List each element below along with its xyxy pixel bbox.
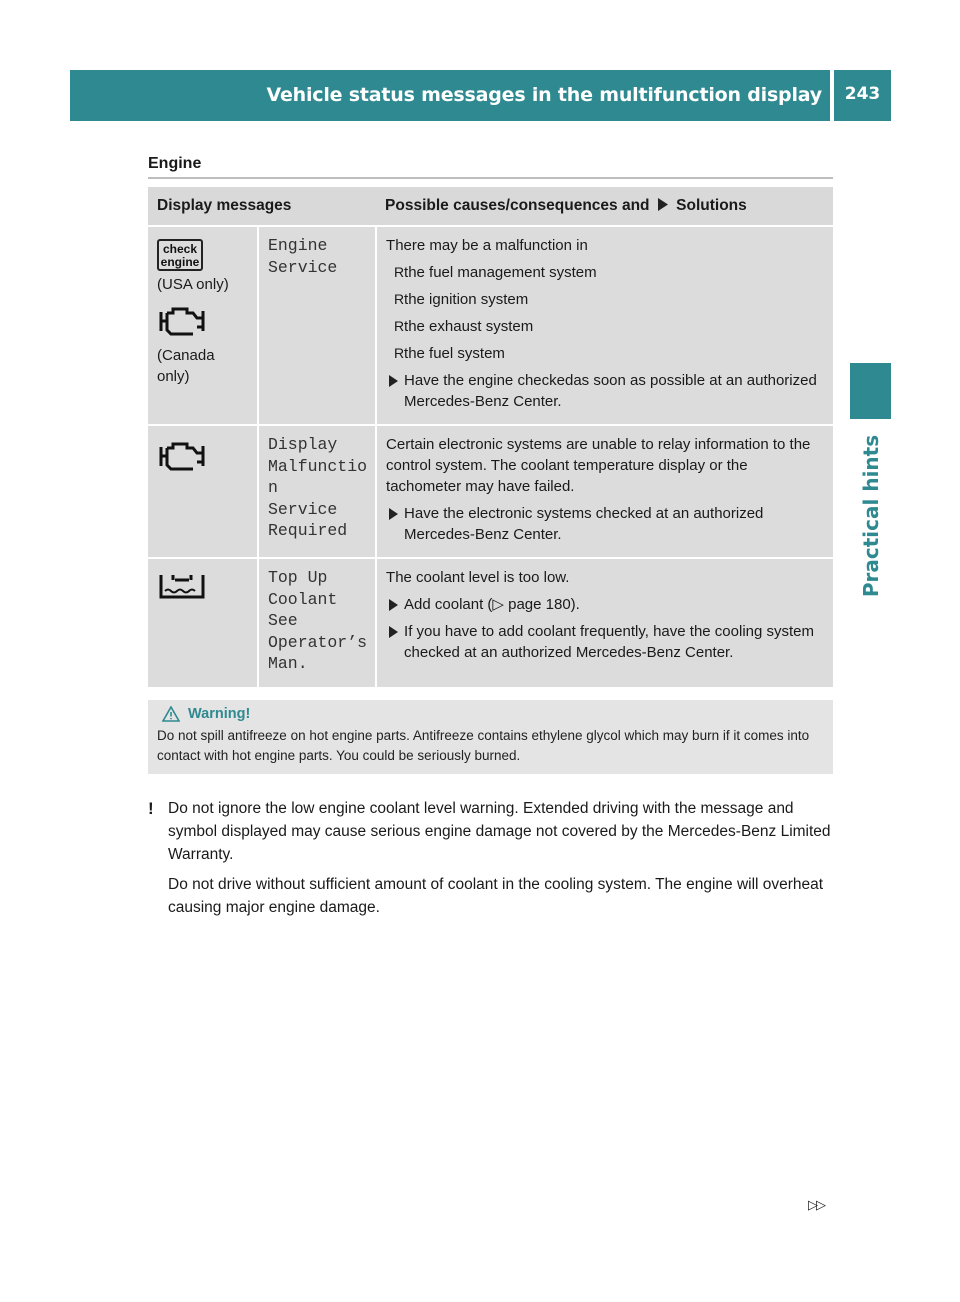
causes-header-prefix: Possible causes/consequences and [385, 197, 650, 214]
cause-intro: Certain electronic systems are unable to relay information to the control system. The coolant temperature display or the tachometer may have failed. [386, 436, 811, 495]
side-tab [850, 426, 891, 606]
note-marker: ! [148, 799, 154, 818]
table-row [148, 226, 833, 425]
page-number: 243 [844, 84, 881, 104]
display-message: Engine Service [258, 226, 376, 425]
side-tab-marker [850, 363, 891, 419]
icon-cell [148, 558, 258, 688]
note-text-1: Do not ignore the low engine coolant level warning. Extended driving with the message and symbol displayed may cause serious engine damage not covered by the Mercedes-Benz Limited Warranty. [168, 800, 831, 863]
note-block [148, 797, 838, 919]
action-item: Have the electronic systems checked at an authorized Mercedes-Benz Center. [386, 503, 825, 545]
display-message: Top Up Coolant See Operator’s Man. [258, 558, 376, 688]
icon-caption-usa: (USA only) [157, 276, 229, 293]
action-item: Have the engine checkedas soon as possible at an authorized Mercedes-Benz Center. [386, 370, 825, 412]
column-header-display: Display messages [148, 187, 376, 226]
icon-cell [148, 226, 258, 425]
cause-intro: There may be a malfunction in [386, 237, 588, 254]
causes-header-suffix: Solutions [676, 197, 747, 214]
page-header-title: Vehicle status messages in the multifunction display [266, 84, 822, 106]
side-tab-label: Practical hints [858, 434, 883, 598]
warning-text: Do not spill antifreeze on hot engine parts. Antifreeze contains ethylene glycol which may burn if it comes into contact with hot engine parts. You could be seriously burned. [157, 728, 810, 763]
table-row [148, 558, 833, 688]
note-paragraph [148, 797, 838, 866]
action-item: If you have to add coolant frequently, have the cooling system checked at an authorized Mercedes-Benz Center. [386, 621, 825, 663]
cause-intro: The coolant level is too low. [386, 569, 570, 586]
list-item: R the exhaust system [386, 316, 825, 337]
warning-triangle-icon [162, 706, 180, 722]
icon-cell [148, 425, 258, 558]
table-row [148, 425, 833, 558]
list-item: R the fuel management system [386, 262, 825, 283]
warning-header [157, 706, 824, 722]
warning-box [148, 700, 833, 774]
note-paragraph: Do not drive without sufficient amount of coolant in the cooling system. The engine will overheat causing major engine damage. [168, 876, 824, 916]
icon-caption-canada: (Canada only) [157, 347, 215, 385]
column-header-causes [376, 187, 833, 226]
warning-title: Warning! [188, 706, 251, 722]
engine-malfunction-icon [157, 303, 207, 337]
continued-marker: ▷▷ [808, 1197, 824, 1212]
display-message: Display Malfunctio n Service Required [258, 425, 376, 558]
causes-cell [376, 558, 833, 688]
table-header-row [148, 187, 833, 226]
causes-cell [376, 425, 833, 558]
list-item: R the fuel system [386, 343, 825, 364]
engine-malfunction-icon [157, 438, 207, 472]
solution-arrow-icon [657, 198, 669, 211]
check-engine-icon: check engine [157, 239, 203, 271]
list-item: R the ignition system [386, 289, 825, 310]
coolant-level-icon [157, 571, 207, 601]
action-item: Add coolant (▷ page 180). [386, 594, 825, 615]
messages-table [148, 187, 833, 689]
section-divider [148, 177, 833, 179]
section-title: Engine [148, 155, 202, 172]
causes-cell [376, 226, 833, 425]
